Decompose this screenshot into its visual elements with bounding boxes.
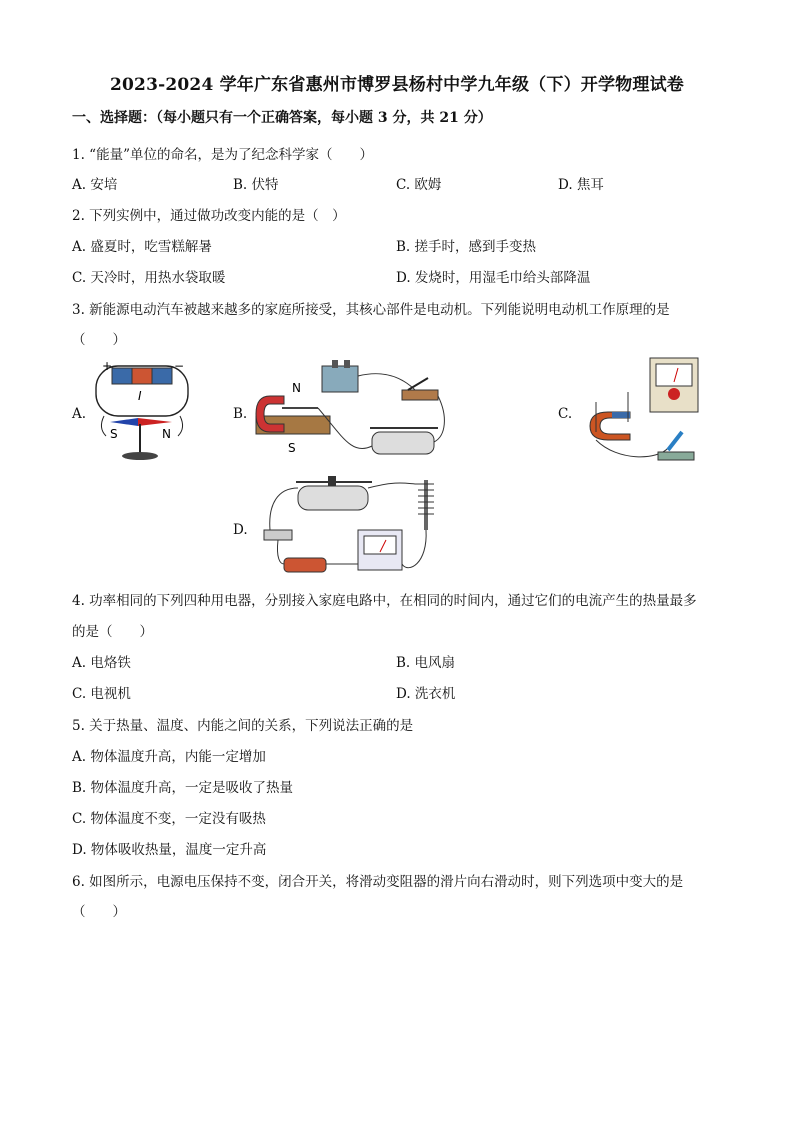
question-3-stem-cont: （ ） [72,332,126,348]
figure-a-current: I [138,389,142,403]
question-5-option-d: D. 物体吸收热量，温度一定升高 [72,842,267,858]
question-4-option-b: B. 电风扇 [396,655,456,671]
question-4-option-d: D. 洗衣机 [396,686,456,702]
question-3-stem: 3. 新能源电动汽车被越来越多的家庭所接受，其核心部件是电动机。下列能说明电动机工作原理的是 [72,302,670,318]
question-2-option-c: C. 天冷时，用热水袋取暖 [72,270,226,286]
question-1-stem: 1. “能量”单位的命名，是为了纪念科学家（ ） [72,147,373,163]
figure-b [252,356,452,468]
question-1-option-b: B. 伏特 [233,177,279,193]
figure-a-label: A. [72,406,87,422]
figure-b-label: B. [233,406,248,422]
section-heading: 一、选择题：（每小题只有一个正确答案，每小题 3 分，共 21 分） [72,110,492,126]
question-5-option-c: C. 物体温度不变，一定没有吸热 [72,811,266,827]
figure-a-minus: − [174,359,185,373]
question-4-stem-cont: 的是（ ） [72,624,153,640]
question-1-option-a: A. 安培 [72,177,118,193]
question-5-option-a: A. 物体温度升高，内能一定增加 [72,749,266,765]
figure-a [88,358,198,468]
question-6-stem-cont: （ ） [72,904,126,920]
question-1-option-d: D. 焦耳 [558,177,604,193]
question-2-stem: 2. 下列实例中，通过做功改变内能的是（ ） [72,208,346,224]
question-6-stem: 6. 如图所示，电源电压保持不变，闭合开关，将滑动变阻器的滑片向右滑动时，则下列选项中变大的是 [72,874,684,890]
question-4-stem: 4. 功率相同的下列四种用电器，分别接入家庭电路中，在相同的时间内，通过它们的电流产生的热量最多 [72,593,697,609]
question-4-option-c: C. 电视机 [72,686,131,702]
question-5-stem: 5. 关于热量、温度、内能之间的关系，下列说法正确的是 [72,718,414,734]
figure-a-s: S [110,427,118,441]
figure-a-plus: + [102,359,113,373]
figure-c [578,352,708,468]
figure-b-n: N [292,381,301,395]
question-2-option-a: A. 盛夏时，吃雪糕解暑 [72,239,212,255]
question-2-option-b: B. 搓手时，感到手变热 [396,239,537,255]
question-1-option-c: C. 欧姆 [396,177,442,193]
page-title: 2023-2024 学年广东省惠州市博罗县杨村中学九年级（下）开学物理试卷 [109,75,684,95]
figure-a-n: N [162,427,171,441]
question-4-option-a: A. 电烙铁 [72,655,131,671]
question-5-option-b: B. 物体温度升高，一定是吸收了热量 [72,780,294,796]
figure-d-label: D. [233,522,248,538]
figure-d [258,474,458,580]
figure-c-label: C. [558,406,573,422]
figure-b-s: S [288,441,296,455]
question-2-option-d: D. 发烧时，用湿毛巾给头部降温 [396,270,591,286]
